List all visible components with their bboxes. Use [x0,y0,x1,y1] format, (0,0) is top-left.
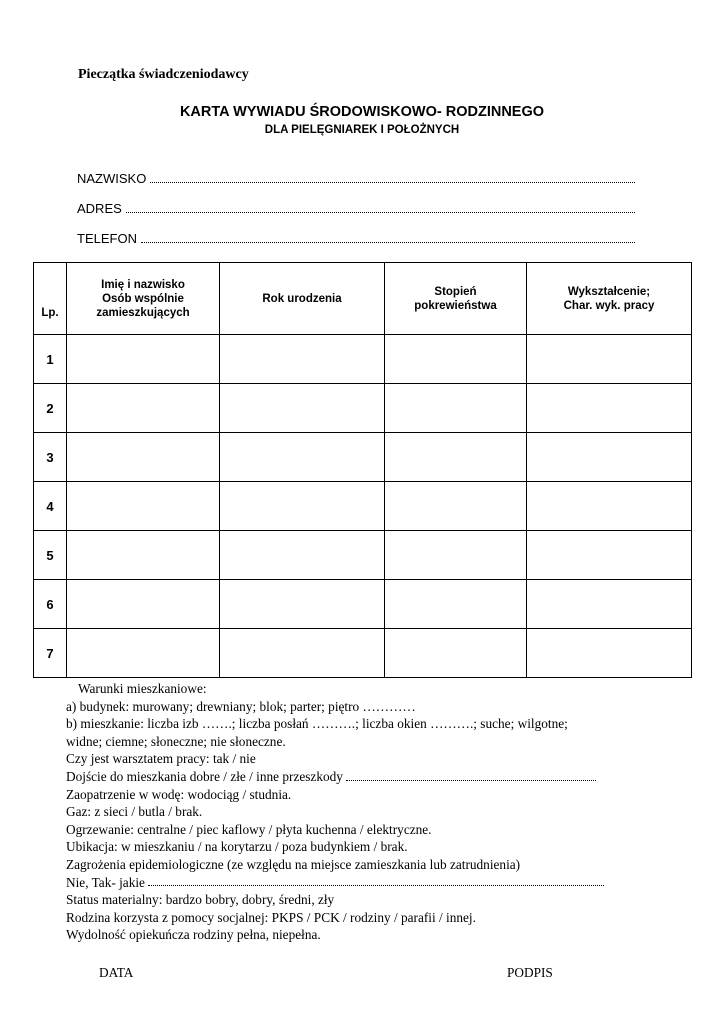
phone-dotted-line [141,241,635,243]
row-number: 7 [34,629,67,678]
table-header-row [34,263,692,335]
header-birth-year [220,263,385,335]
cell-name[interactable] [67,433,220,482]
table-row [34,384,692,433]
row-number: 1 [34,335,67,384]
cell-education[interactable] [527,433,692,482]
stamp-label: Pieczątka świadczeniodawcy [78,67,249,82]
threats-line: Zagrożenia epidemiologiczne (ze względu na miejsce zamieszkania lub zatrudnienia) [66,856,521,872]
row-number: 5 [34,531,67,580]
table-row [34,433,692,482]
surname-field[interactable] [77,170,635,186]
address-dotted-line [126,211,635,213]
header-lp-label: Lp. [41,307,59,319]
header-lp [34,263,67,335]
address-label: ADRES [77,201,122,216]
toilet-line: Ubikacja: w mieszkaniu / na korytarzu / poza budynkiem / brak. [66,839,408,855]
gas-line: Gaz: z sieci / butla / brak. [66,804,203,820]
header-kinship-line: Stopień [434,285,477,298]
cell-kinship[interactable] [385,433,527,482]
cell-name[interactable] [67,531,220,580]
cell-birth-year[interactable] [220,433,385,482]
header-kinship [385,263,527,335]
header-education-line: Char. wyk. pracy [563,299,655,312]
building-line: a) budynek: murowany; drewniany; blok; parter; piętro ………… [66,698,416,714]
cell-education[interactable] [527,335,692,384]
address-field[interactable] [77,200,635,216]
social-help-line: Rodzina korzysta z pomocy socjalnej: PKPS / PCK / rodziny / parafii / innej. [66,909,476,925]
row-number: 6 [34,580,67,629]
header-name-line: Osób wspólnie [102,292,184,305]
table-row [34,580,692,629]
surname-label: NAZWISKO [77,171,147,186]
cell-kinship[interactable] [385,335,527,384]
cell-name[interactable] [67,335,220,384]
access-dotted-line[interactable] [346,768,596,781]
housing-conditions-section [66,680,666,944]
cell-name[interactable] [67,482,220,531]
cell-name[interactable] [67,384,220,433]
signature-label: PODPIS [507,965,553,980]
threats-answer-line [66,874,666,892]
cell-kinship[interactable] [385,629,527,678]
access-line [66,768,666,786]
header-education-line: Wykształcenie; [567,285,651,298]
household-table [33,262,692,678]
cell-kinship[interactable] [385,580,527,629]
flat-line: b) mieszkanie: liczba izb …….; liczba posłań ……….; liczba okien ……….; suche; wilgotne; [66,716,568,732]
cell-education[interactable] [527,580,692,629]
row-number: 3 [34,433,67,482]
table-row [34,531,692,580]
flat-line-continued: widne; ciemne; słoneczne; nie słoneczne. [66,733,286,749]
document-subtitle: DLA PIELĘGNIAREK I POŁOŻNYCH [264,124,460,136]
cell-birth-year[interactable] [220,482,385,531]
threats-dotted-line[interactable] [148,874,604,887]
row-number: 2 [34,384,67,433]
header-birth-year-label: Rok urodzenia [262,292,342,305]
phone-field[interactable] [77,230,635,246]
header-name [67,263,220,335]
heating-line: Ogrzewanie: centralne / piec kaflowy / płyta kuchenna / elektryczne. [66,821,432,837]
cell-birth-year[interactable] [220,384,385,433]
cell-birth-year[interactable] [220,531,385,580]
table-row [34,629,692,678]
document-title: KARTA WYWIADU ŚRODOWISKOWO- RODZINNEGO [179,104,545,120]
access-label: Dojście do mieszkania dobre / złe / inne przeszkody [66,768,343,784]
care-capacity-line: Wydolność opiekuńcza rodziny pełna, niepełna. [66,927,321,943]
header-kinship-line: pokrewieństwa [414,299,497,312]
phone-label: TELEFON [77,231,137,246]
cell-birth-year[interactable] [220,629,385,678]
cell-kinship[interactable] [385,384,527,433]
surname-dotted-line [150,181,635,183]
threats-answer-label: Nie, Tak- jakie [66,874,145,890]
cell-name[interactable] [67,629,220,678]
cell-name[interactable] [67,580,220,629]
cell-kinship[interactable] [385,482,527,531]
table-row [34,482,692,531]
workshop-line: Czy jest warsztatem pracy: tak / nie [66,751,256,767]
cell-birth-year[interactable] [220,580,385,629]
header-education [527,263,692,335]
cell-kinship[interactable] [385,531,527,580]
header-name-line: Imię i nazwisko [101,278,185,291]
material-status-line: Status materialny: bardzo bobry, dobry, średni, zły [66,892,335,908]
table-row [34,335,692,384]
water-line: Zaopatrzenie w wodę: wodociąg / studnia. [66,786,292,802]
cell-education[interactable] [527,384,692,433]
row-number: 4 [34,482,67,531]
cell-education[interactable] [527,482,692,531]
header-name-line: zamieszkujących [96,306,190,319]
cell-birth-year[interactable] [220,335,385,384]
cell-education[interactable] [527,531,692,580]
cell-education[interactable] [527,629,692,678]
conditions-heading: Warunki mieszkaniowe: [78,681,207,696]
date-label: DATA [99,965,134,980]
